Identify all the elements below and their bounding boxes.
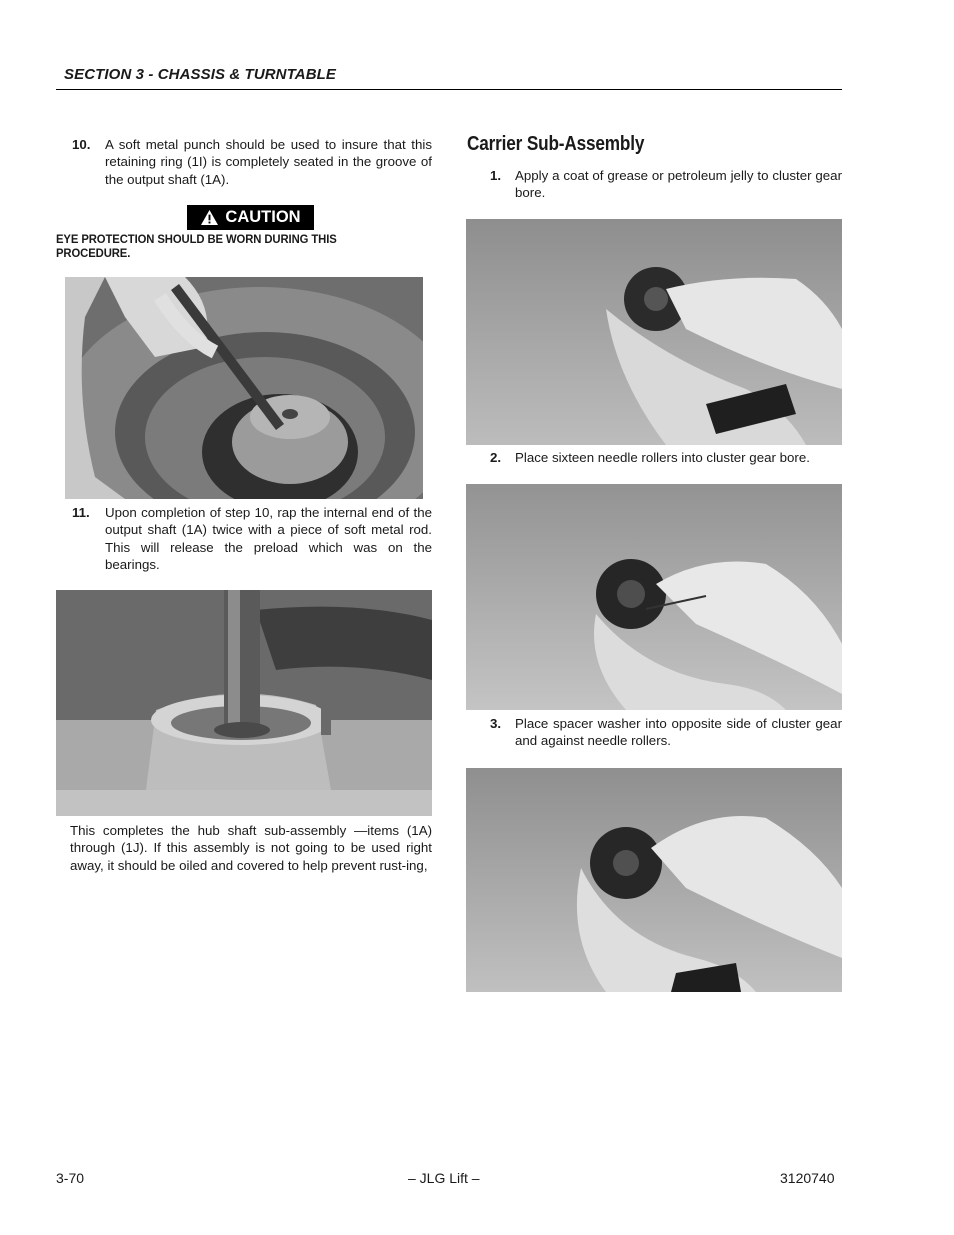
caution-banner (187, 205, 314, 230)
header-divider (56, 89, 842, 90)
closing-paragraph: This completes the hub shaft sub-assembly —items (1A) through (1J). If this assembly is not going to be used right away, it should be oiled and covered to help prevent rust-ing, (70, 823, 432, 873)
section-title: SECTION 3 - CHASSIS & TURNTABLE (64, 66, 337, 83)
carrier-step-3 (490, 715, 842, 751)
step-number: 2. (490, 450, 502, 465)
step-text: A soft metal punch should be used to insure that this retaining ring (1I) is completely seated in the groove of the output shaft (1A). (105, 137, 432, 187)
step-number: 10. (72, 137, 91, 152)
hub-shaft-photo (56, 590, 432, 816)
step-10 (72, 136, 434, 191)
page-number: 3-70 (56, 1170, 85, 1186)
carrier-step-1 (490, 167, 842, 203)
step-text: Place sixteen needle rollers into cluster gear bore. (515, 450, 810, 465)
step-text: Upon completion of step 10, rap the internal end of the output shaft (1A) twice with a piece of soft metal rod. This will release the preload which was on the bearings. (105, 505, 432, 572)
step-text: Apply a coat of grease or petroleum jelly to cluster gear bore. (515, 168, 842, 201)
step-number: 1. (490, 168, 502, 183)
step-number: 11. (72, 505, 90, 520)
step-text: Place spacer washer into opposite side of cluster gear and against needle rollers. (515, 716, 842, 749)
needle-rollers-photo (466, 484, 842, 710)
cluster-gear-grease-photo (466, 219, 842, 445)
carrier-step-2 (490, 449, 842, 467)
retaining-ring-photo (65, 277, 423, 499)
footer-brand: – JLG Lift – (408, 1170, 480, 1186)
warning-triangle-icon (200, 209, 219, 226)
caution-label: CAUTION (225, 208, 301, 226)
document-number: 3120740 (780, 1170, 835, 1186)
caution-warning-text: EYE PROTECTION SHOULD BE WORN DURING THIS PROCEDURE. (56, 232, 337, 260)
step-11 (72, 504, 434, 576)
spacer-washer-photo (466, 768, 842, 992)
step-number: 3. (490, 716, 502, 731)
carrier-sub-assembly-heading: Carrier Sub-Assembly (467, 133, 645, 155)
